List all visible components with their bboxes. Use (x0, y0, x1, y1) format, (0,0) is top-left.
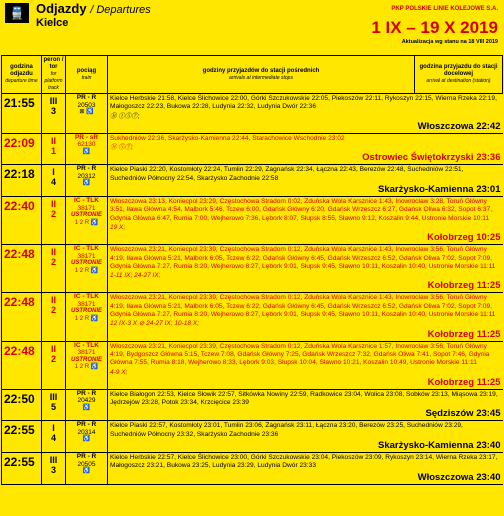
destination-text: Skarżysko-Kamienna 23:40 (377, 440, 501, 452)
intermediate-stops (108, 453, 503, 485)
train-info (66, 389, 108, 421)
validity-dates: 1 IX – 19 X 2019 (371, 18, 498, 37)
stops-text: Włoszczowa 23:21, Koniecpol 23:39, Częstochowa Stradom 0:12, Zduńska Wola Karsznice 1:43, Inowrocław 3:56, Toruń Główny 4:19, Iława Główna 5:21, Malbork 6:05, Tczew 6:22, Gdańsk Główny 6:45, Gdańsk Wrzeszcz 6:52, Gdańsk Oliwa 7:02, Sopot 7:09, Gdynia Główna 7:27, Rumia 8:20, Wejherowo 8:27, Lębork 9:01, Słupsk 9:45, Sławno 10:11, Koszalin 10:40, Ustronie Morskie 11:11 (110, 294, 496, 319)
train-info (66, 421, 108, 453)
train-number: 20314 (77, 428, 96, 436)
train-category: PR - R (76, 94, 97, 101)
service-icons: ⊠ ♿ (79, 109, 94, 115)
running-notes: 19 X; (110, 223, 126, 231)
platform-track (42, 165, 66, 197)
running-notes: 4-9 X; (110, 368, 128, 376)
platform: II (50, 247, 56, 258)
train-name: USTRONIE (70, 356, 102, 363)
platform: II (50, 343, 56, 354)
stops-text: Kielce Piaski 22:57, Kostomłoty 23:01, Tumlin 23:06, Zagnańsk 23:11, Łączna 23:20, Berezów 23:25, Suchedniów 23:29, Suchedniów Północny 23:32, Skarżysko Zachodnie 23:36 (110, 422, 463, 438)
table-row (2, 293, 503, 341)
departure-time: 22:48 (2, 293, 42, 341)
intermediate-stops (108, 94, 503, 134)
platform-track (42, 197, 66, 245)
platform-track (42, 133, 66, 165)
table-row (2, 94, 503, 134)
running-notes: Ⓑ ⑤⑦; (110, 144, 134, 152)
destination-text: Kołobrzeg 10:25 (427, 232, 501, 244)
track: 2 (50, 209, 56, 220)
platform: II (50, 199, 56, 210)
service-icons: ♿ (82, 468, 91, 475)
table-row (2, 453, 503, 485)
train-category: PR - R (76, 421, 97, 429)
table-row (2, 341, 503, 389)
service-icons: ♿ (82, 436, 91, 443)
track: 2 (50, 257, 56, 268)
departure-time: 22:55 (2, 421, 42, 453)
destination-text: Sędziszów 23:45 (425, 408, 501, 420)
train-name: USTRONIE (70, 260, 102, 267)
col-dest: godzina przyjazdu do stacji docelowej arrival at destination (station) (415, 56, 503, 94)
destination-text: Ostrowiec Świętokrzyski 23:36 (362, 152, 501, 164)
intermediate-stops (108, 197, 503, 245)
train-number: 20503 (77, 101, 96, 109)
pkp-logo: PKP POLSKIE LINIE KOLEJOWE S.A. (391, 6, 498, 12)
stops-text: Sukhedniów 22:36, Skarżysko-Kamienna 22:44, Starachowice Wschodnie 23:02 (110, 134, 345, 142)
train-info (66, 94, 108, 134)
departures-table (1, 55, 503, 485)
destination-text: Skarżysko-Kamienna 23:01 (377, 184, 501, 196)
departure-time: 22:18 (2, 165, 42, 197)
platform-track (42, 293, 66, 341)
train-name: USTRONIE (70, 308, 102, 315)
train-info (66, 133, 108, 165)
update-note: Aktualizacja wg stanu na 18 VIII 2019 (401, 39, 498, 45)
platform: II (50, 295, 56, 306)
track: 4 (50, 177, 56, 188)
platform: II (50, 135, 56, 146)
table-row (2, 421, 503, 453)
departure-time: 22:50 (2, 389, 42, 421)
destination-text: Kołobrzeg 11:25 (427, 328, 501, 340)
service-icons: 1 2 R ♿ (74, 364, 99, 371)
platform-track (42, 389, 66, 421)
departure-time: 21:55 (2, 94, 42, 134)
destination-text: Włoszczowa 22:42 (417, 120, 501, 132)
page-title (36, 1, 151, 16)
header (0, 0, 504, 54)
departure-time: 22:40 (2, 197, 42, 245)
table-row (2, 389, 503, 421)
platform: I (52, 167, 55, 178)
intermediate-stops (108, 133, 503, 165)
intermediate-stops (108, 245, 503, 293)
intermediate-stops (108, 421, 503, 453)
stops-text: Kielce Piaski 22:20, Kostomłoty 22:24, Tumlin 22:29, Zagnańsk 22:34, Łączna 22:43, Berezów 22:48, Suchedniów 22:51, Suchedniów Północny 22:54, Skarżysko Zachodnie 22:58 (110, 166, 464, 182)
train-number: 20312 (77, 172, 96, 180)
service-icons: ♿ (82, 148, 91, 155)
platform: I (52, 423, 55, 434)
destination-text: Włoszczowa 23:40 (417, 471, 501, 483)
train-number: 62130 (77, 141, 96, 149)
stops-text: Kielce Białogon 22:53, Kielce Słowik 22:57, Sitkówka Nowiny 22:59, Radkowice 23:04, Wolica 23:08, Sobków 23:13, Miąsowa 23:19, Jędrzejów 23:28, Potok 23:34, Krzcięcice 23:39 (110, 390, 498, 407)
col-train: pociąg train (66, 56, 108, 94)
train-number: 38171 (77, 300, 96, 308)
train-number: 38171 (77, 252, 96, 260)
platform-track (42, 421, 66, 453)
train-info (66, 165, 108, 197)
table-header (2, 56, 503, 94)
train-category: IC - TLK (74, 293, 99, 301)
table-row (2, 245, 503, 293)
track: 1 (50, 145, 56, 156)
stops-text: Włoszczowa 23:13, Koniecpol 23:29, Częstochowa Stradom 0:02, Zduńska Wola Karsznice 1:43, Inowrocław 3:28, Toruń Główny 3:51, Iława Główna 4:54, Malbork 5:46, Tczew 6:00, Gdańsk Główny 6:20, Gdańsk Wrzeszcz 6:27, Gdańsk Oliwa 6:32, Sopot 6:37, Gdynia Główna 6:47, Rumia 7:00, Wejherowo 7:36, Lębork 8:07, Słupsk 8:55, Sławno 9:12, Koszalin 9:44, Ustronie Morskie 10:11 (110, 198, 493, 222)
stops-text: Kielce Herbskie 22:57, Kielce Ślichowice 23:00, Górki Szczukowskie 23:04, Piekoszów 23:09, Rykoszyn 23:14, Wierna Rzeka 23:17, Małogoszcz 23:21, Bukowa 23:25, Ludynia 23:29, Ludynia Dwór 23:33 (110, 454, 498, 470)
intermediate-stops (108, 165, 503, 197)
service-icons: 1 2 R ♿ (74, 267, 99, 274)
platform-track (42, 94, 66, 134)
track: 5 (50, 401, 56, 412)
train-info (66, 341, 108, 389)
service-icons: 1 2 R ♿ (74, 315, 99, 322)
table-row (2, 133, 503, 165)
train-category: PR - R (76, 165, 97, 173)
train-info (66, 245, 108, 293)
platform-track (42, 453, 66, 485)
running-notes: Ⓑ ①⑤⑦; (110, 112, 140, 120)
service-icons: ♿ (82, 180, 91, 187)
stops-text: Włoszczowa 23:21, Koniecpol 23:39, Częstochowa Stradom 0:12, Zduńska Wola Karsznice 1:43, Inowrocław 3:56, Toruń Główny 4:19, Iława Główna 5:21, Malbork 6:05, Tczew 6:22, Gdańsk Główny 6:45, Gdańsk Wrzeszcz 6:52, Gdańsk Oliwa 7:02, Sopot 7:09, Gdynia Główna 7:27, Rumia 8:20, Wejherowo 8:27, Lębork 9:01, Słupsk 9:45, Sławno 10:11, Koszalin 10:40, Ustronie Morskie 11:11 (110, 246, 496, 270)
platform: III (49, 455, 58, 466)
departure-time: 22:55 (2, 453, 42, 485)
train-number: 38171 (77, 204, 96, 212)
table-row (2, 197, 503, 245)
train-icon: 🚆 (5, 3, 29, 23)
platform: III (49, 96, 58, 106)
destination-text: Kołobrzeg 11:25 (427, 280, 501, 292)
intermediate-stops (108, 293, 503, 341)
track: 4 (50, 433, 56, 444)
track: 2 (50, 353, 56, 364)
train-number: 20429 (77, 397, 96, 405)
departure-time: 22:48 (2, 245, 42, 293)
track: 3 (50, 465, 56, 476)
col-platform: peron / tor for platform track (42, 56, 66, 94)
intermediate-stops (108, 389, 503, 421)
train-number: 38171 (77, 349, 96, 357)
departure-time: 22:09 (2, 133, 42, 165)
running-notes: 1-11 IX; 24-27 IX; (110, 272, 161, 280)
col-time: godzina odjazdu departure time (2, 56, 42, 94)
service-icons: ♿ (82, 404, 91, 411)
track: 2 (50, 305, 56, 316)
intermediate-stops (108, 341, 503, 389)
train-category: PR - R (76, 453, 97, 461)
train-info (66, 453, 108, 485)
running-notes: 12 IX-3 X ⊘ 24-27 IX; 10-18 X; (110, 320, 199, 328)
platform-track (42, 245, 66, 293)
train-category: PR - sR (74, 133, 99, 141)
platform: III (49, 391, 58, 402)
platform-track (42, 341, 66, 389)
train-name: USTRONIE (70, 212, 102, 219)
departure-time: 22:48 (2, 341, 42, 389)
destination-text: Kołobrzeg 11:25 (427, 376, 501, 388)
train-category: IC - TLK (74, 245, 99, 253)
title-en: / Departures (90, 4, 151, 16)
train-number: 20505 (77, 460, 96, 468)
train-category: PR - R (76, 389, 97, 397)
train-info (66, 293, 108, 341)
train-category: IC - TLK (74, 341, 99, 349)
train-info (66, 197, 108, 245)
city-name: Kielce (36, 17, 69, 29)
train-category: IC - TLK (74, 197, 99, 205)
col-stops: godziny przyjazdów do stacji pośrednich arrivals at intermediate stops (108, 56, 415, 94)
table-row (2, 165, 503, 197)
stops-text: Włoszczowa 23:21, Koniecpol 23:39, Częstochowa Stradom 0:12, Zduńska Wola Karsznice 1:57, Inowrocław 3:56, Toruń Główny 4:19, Bydgoszcz Główna 5:15, Tczew 7:08, Gdańsk Główny 7:25, Gdańsk Wrzeszcz 7:32, Gdańsk Oliwa 7:41, Sopot 7:46, Gdynia Główna 7:55, Rumia 8:18, Wejherowo 8:33, Lębork 9:03, Słupsk 10:04, Sławno 10:21, Koszalin 10:49, Ustronie Morskie 11:11 (110, 342, 490, 367)
service-icons: 1 2 R ♿ (74, 219, 99, 226)
stops-text: Kielce Herbskie 21:58, Kielce Ślichowice 22:00, Górki Szczukowskie 22:05, Piekoszów 22:11, Rykoszyn 22:15, Wierna Rzeka 22:19, Małogoszcz 22:23, Bukowa 22:28, Ludynia 22:32, Ludynia Dwór 22:36 (110, 95, 497, 111)
track: 3 (50, 106, 56, 116)
title-text: Odjazdy (36, 1, 87, 16)
